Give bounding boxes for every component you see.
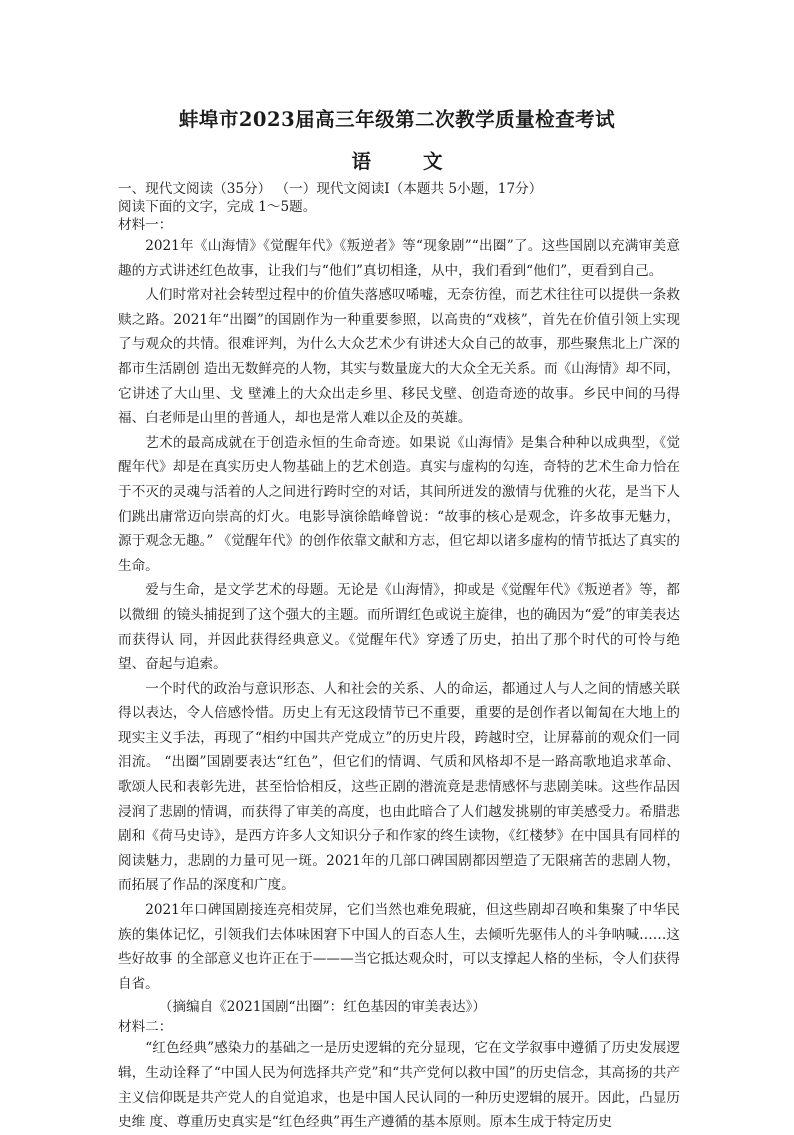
material2-label: 材料二： [118,1019,173,1036]
material1-paragraph-6: 2021年口碑国剧接连亮相荧屏，它们当然也难免瑕疵，但这些剧却召唤和集聚了中华民族的集体记忆，引领我们去体味困窘下中国人的百态人生，去倾听先驱伟人的斗争呐喊……这些好故事 的全部意义也许正在于———当它抵达观众时，可以支撑起人格的坐标，令人们获得自省。 [118,902,680,992]
material1-source: （摘编自《2021国剧“出圈”：红色基因的审美表达》） [158,999,486,1016]
material1-paragraph-1: 2021年《山海情》《觉醒年代》《叛逆者》等“现象剧”“出圈”了。这些国剧以充满审美意趣的方式讲述红色故事，让我们与“他们”真切相逢，从中，我们看到“他们”，更看到自己。 [118,238,680,279]
material1-label: 材料一： [118,217,173,233]
exam-body [118,180,680,1135]
section-header: 一、现代文阅读（35分） （一）现代文阅读Ⅰ（本题共 5小题，17分） [118,181,543,197]
subject-char-2: 文 [423,150,443,173]
material1-paragraph-5: 一个时代的政治与意识形态、人和社会的关系、人的命运，都通过人与人之间的情感关联得以表达，令人倍感怜惜。历史上有无这段情节已不重要，重要的是创作者以匍匐在大地上的现实主义手法，再现了“相约中国共产党成立”的历史片段，跨越时空，让屏幕前的观众们一同泪流。 “出圈”国剧要表达“红色”，但它们的情调、气质和风格却不是一路高歌地追求革命、歌颂人民和表彰先进，甚至恰恰相反，这些正剧的潜流竟是悲情感怀与悲剧美味。这些作品因浸润了悲剧的情调，而获得了审美的高度，也由此暗合了人们越发挑剔的审美感受力。希腊悲剧和《荷马史诗》，是西方许多人文知识分子和作家的终生读物，《红楼梦》在中国具有同样的阅读魅力，悲剧的力量可见一斑。2021年的几部口碑国剧都因塑造了无限痛苦的悲剧人物，而拓展了作品的深度和广度。 [118,680,680,894]
subject-char-1: 语 [351,150,371,173]
material2-paragraph-1: “红色经典”感染力的基础之一是历史逻辑的充分显现，它在文学叙事中遵循了历史发展逻辑，生动诠释了“中国人民为何选择共产党”和“共产党何以救中国”的历史信念，其高扬的共产主义信仰既是共产党人的自觉追求，也是中国人民认同的一种历史逻辑的展开。因此，凸显历史维 度、尊重历史真实是“红色经典”再生产遵循的基本原则。原本生成于特定历史 [118,1040,680,1131]
material1-paragraph-2: 人们时常对社会转型过程中的价值失落感叹唏嘘，无奈彷徨，而艺术往往可以提供一条救赎之路。2021年“出圈”的国剧作为一种重要参照，以高贵的“戏核”，首先在价值引领上实现了与观众的共情。很难评判，为什么大众艺术少有讲述大众自己的故事，那些聚焦北上广深的都市生活剧创 造出无数鲜亮的人物，其实与数量庞大的大众全无关系。而《山海情》却不同，它讲述了大山里、戈 壁滩上的大众出走乡里、移民戈壁、创造奇迹的故事。乡民中间的马得福、白老师是山里的普通人，却也是常人难以企及的英雄。 [118,287,680,427]
reading-instruction: 阅读下面的文字，完成 1～5题。 [118,199,317,215]
material1-paragraph-3: 艺术的最高成就在于创造永恒的生命奇迹。如果说《山海情》是集合种种以成典型，《觉醒年代》却是在真实历史人物基础上的艺术创造。真实与虚构的勾连，奇特的艺术生命力恰在于不灭的灵魂与活着的人之间进行跨时空的对话，其间所迸发的激情与优雅的火花，是当下人们跳出庸常迈向崇高的灯火。电影导演徐皓峰曾说：“故事的核心是观念，许多故事无魅力，源于观念无趣。” 《觉醒年代》的创作依靠文献和方志，但它却以诸多虚构的情节抵达了真实的生命。 [118,434,680,574]
subject-heading [0,146,794,174]
material1-paragraph-4: 爱与生命，是文学艺术的母题。无论是《山海情》，抑或是《觉醒年代》《叛逆者》等，都以微细 的镜头捕捉到了这个强大的主题。而所谓红色或说主旋律，也的确因为“爱”的审美表达而获得认 同，并因此获得经典意义。《觉醒年代》穿透了历史，拍出了那个时代的可怜与绝望、奋起与追索。 [118,582,680,673]
exam-title: 蚌埠市2023届高三年级第二次教学质量检查考试 [178,108,616,131]
